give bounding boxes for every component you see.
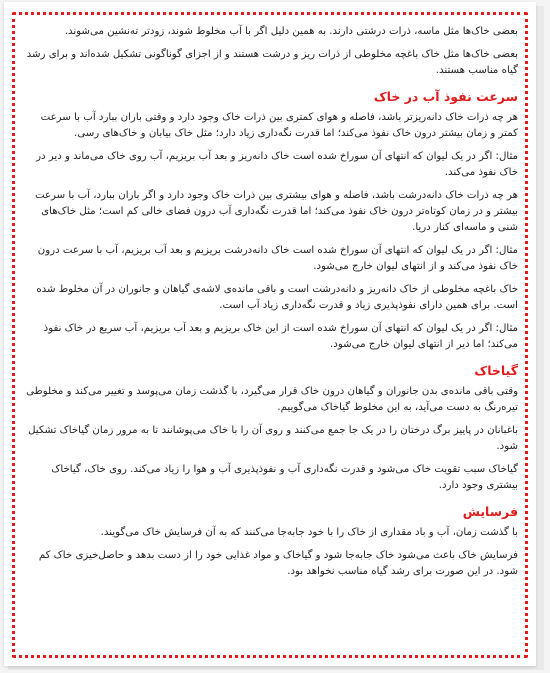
erosion-paragraph-2: فرسایش خاک باعث می‌شود خاک جابه‌جا شود و گیاخاک و مواد غذایی خود را از دست بدهد و حاصل‌خیزی خاک کم شود. در این صورت برای رشد گیاه مناسب نخواهد بود. [38,550,518,577]
humus-paragraph-2: باغبانان در پاییز برگ درختان را در یک جا جمع می‌کنند و روی آن را با خاک می‌پوشانند تا به مرور زمان گیاخاک تشکیل شود. [28,425,518,452]
erosion-paragraph-1: با گذشت زمان، آب و باد مقداری از خاک را با خود جابه‌جا می‌کنند که به آن فرسایش خاک می‌گویند. [100,527,518,538]
humus-paragraph-1: وقتی باقی مانده‌ی بدن جانوران و گیاهان درون خاک قرار می‌گیرد، با گذشت زمان می‌پوسد و تغییر می‌کند و مخلوطی تیره‌رنگ به دست می‌آید، به این مخلوط گیاخاک می‌گوییم. [26,386,518,413]
humus-paragraph-3: گیاخاک سبب تقویت خاک می‌شود و قدرت نگه‌داری آب و نفوذپذیری آب و هوا را زیاد می‌کند. روی خاک، گیاخاک بیشتری وجود دارد. [51,464,518,491]
infiltration-paragraph-6: مثال: اگر در یک لیوان که انتهای آن سوراخ شده است از این خاک بریزیم و بعد آب بریزیم، آب سریع در خاک نفوذ می‌کند؛ اما دیر از انتهای لیوان خارج می‌شود. [43,323,518,350]
document-page [4,2,536,666]
infiltration-paragraph-5: خاک باغچه مخلوطی از خاک دانه‌ریز و دانه‌درشت است و باقی مانده‌ی لاشه‌ی گیاهان و جانوران در آن مخلوط شده است. برای همین دارای نفوذپذیری زیاد و قدرت نگه‌داری زیاد آب است. [36,284,518,311]
infiltration-paragraph-1: هر چه ذرات خاک دانه‌ریزتر باشد، فاصله و هوای کمتری بین ذرات خاک وجود دارد و وقتی باران ببارد آب با سرعت کمتر و زمان بیشتر درون خاک نفوذ می‌کند؛ اما قدرت نگه‌داری زیاد دارد؛ مثل خاک بیابان و خاک‌های رسی. [40,112,518,139]
infiltration-paragraph-2: مثال: اگر در یک لیوان که انتهای آن سوراخ شده است خاک دانه‌ریز و بعد آب بریزیم، آب روی خاک می‌ماند و دیر در خاک نفوذ می‌کند. [36,151,518,178]
intro-paragraph-2: بعضی خاک‌ها مثل خاک باغچه مخلوطی از ذرات ریز و درشت هستند و از اجزای گوناگونی تشکیل شده‌اند و برای رشد گیاه مناسب هستند. [26,49,518,76]
infiltration-paragraph-3: هر چه ذرات خاک دانه‌درشت باشد، فاصله و هوای بیشتری بین ذرات خاک وجود دارد و اگر باران ببارد، آب با سرعت بیشتر و در زمان کوتاه‌تر درون خاک نفوذ می‌کند؛ اما قدرت نگه‌داری آب درون فضای خالی کم است؛ مثل خاک‌های شنی و ماسه‌ای کنار دریا. [34,190,518,233]
section-heading-humus: گیاخاک [474,363,518,378]
infiltration-paragraph-4: مثال: اگر در یک لیوان که انتهای آن سوراخ شده است خاک دانه‌درشت بریزیم و بعد آب بریزیم، آب با سرعت درون خاک نفوذ می‌کند و از انتهای لیوان خارج می‌شود. [37,245,518,272]
document-content [22,24,518,656]
intro-paragraph-1: بعضی خاک‌ها مثل ماسه، ذرات درشتی دارند. به همین دلیل اگر با آب مخلوط شوند، زودتر ته‌نشین می‌شوند. [64,26,518,37]
section-heading-infiltration: سرعت نفوذ آب در خاک [373,89,518,104]
section-heading-erosion: فرسایش [462,504,518,519]
